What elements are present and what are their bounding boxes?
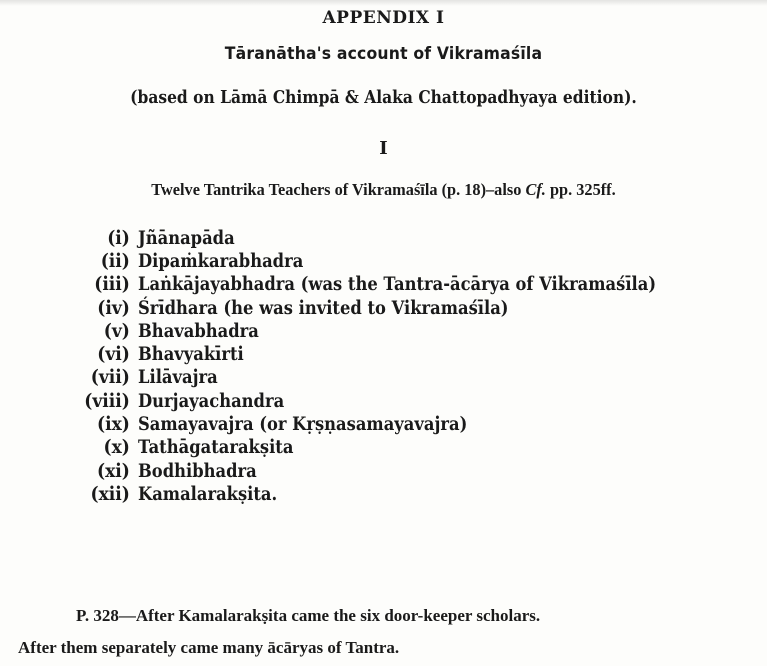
item-name: Tathāgatarakṣita: [138, 436, 294, 459]
item-number: (iv): [97, 296, 130, 319]
appendix-title: APPENDIX I: [322, 8, 445, 28]
item-number: (i): [107, 226, 130, 249]
list-item: [60, 342, 740, 365]
teacher-list: [60, 226, 740, 506]
item-name: Durjayachandra: [138, 389, 285, 412]
list-item: [60, 412, 740, 435]
item-name: Lilāvajra: [138, 366, 218, 389]
item-name: Śrīdhara (he was invited to Vikramaśīla): [138, 296, 509, 319]
item-name: Dipaṁkarabhadra: [138, 249, 304, 272]
item-name: Jñānapāda: [138, 226, 235, 249]
item-name: Bodhibhadra: [138, 459, 257, 482]
subtitle: Tāranātha's account of Vikramaśīla: [224, 44, 543, 64]
list-item: [60, 249, 740, 272]
item-name: Bhavyakīrti: [138, 343, 244, 366]
item-name: Samayavajra (or Kṛṣṇasamayavajra): [138, 413, 468, 436]
list-item: [60, 319, 740, 342]
item-name: Bhavabhadra: [138, 319, 259, 342]
item-number: (iii): [94, 273, 130, 296]
list-item: [60, 366, 740, 389]
item-number: (ix): [97, 413, 130, 436]
list-item: [60, 389, 740, 412]
section-heading: [15, 180, 751, 200]
list-item: [60, 436, 740, 459]
paragraph-line-1: P. 328—After Kamalarakṣita came the six door-keeper scholars.: [76, 606, 541, 625]
list-item: [60, 226, 740, 249]
list-item: [60, 273, 740, 296]
list-item: [60, 296, 740, 319]
section-numeral: I: [379, 138, 388, 159]
list-item: [60, 482, 740, 505]
list-item: [60, 459, 740, 482]
source-note: (based on Lāmā Chimpā & Alaka Chattopadhyaya edition).: [130, 87, 637, 108]
item-name: Laṅkājayabhadra (was the Tantra-ācārya of Vikramaśīla): [138, 273, 657, 296]
section-heading-suffix: pp. 325ff.: [545, 180, 616, 199]
section-heading-cf: Cf.: [525, 180, 546, 199]
item-number: (vii): [90, 366, 130, 389]
item-number: (x): [103, 436, 130, 459]
item-name: Kamalarakṣita.: [138, 482, 278, 505]
item-number: (vi): [97, 343, 130, 366]
page-edge-shadow: [0, 0, 767, 6]
section-heading-prefix: Twelve Tantrika Teachers of Vikramaśīla (p. 18)–also: [151, 180, 526, 199]
item-number: (xi): [97, 459, 130, 482]
paragraph-line-2: After them separately came many ācāryas of Tantra.: [18, 638, 400, 657]
item-number: (ii): [100, 249, 130, 272]
item-number: (viii): [84, 389, 130, 412]
item-number: (xii): [90, 482, 130, 505]
item-number: (v): [103, 319, 130, 342]
